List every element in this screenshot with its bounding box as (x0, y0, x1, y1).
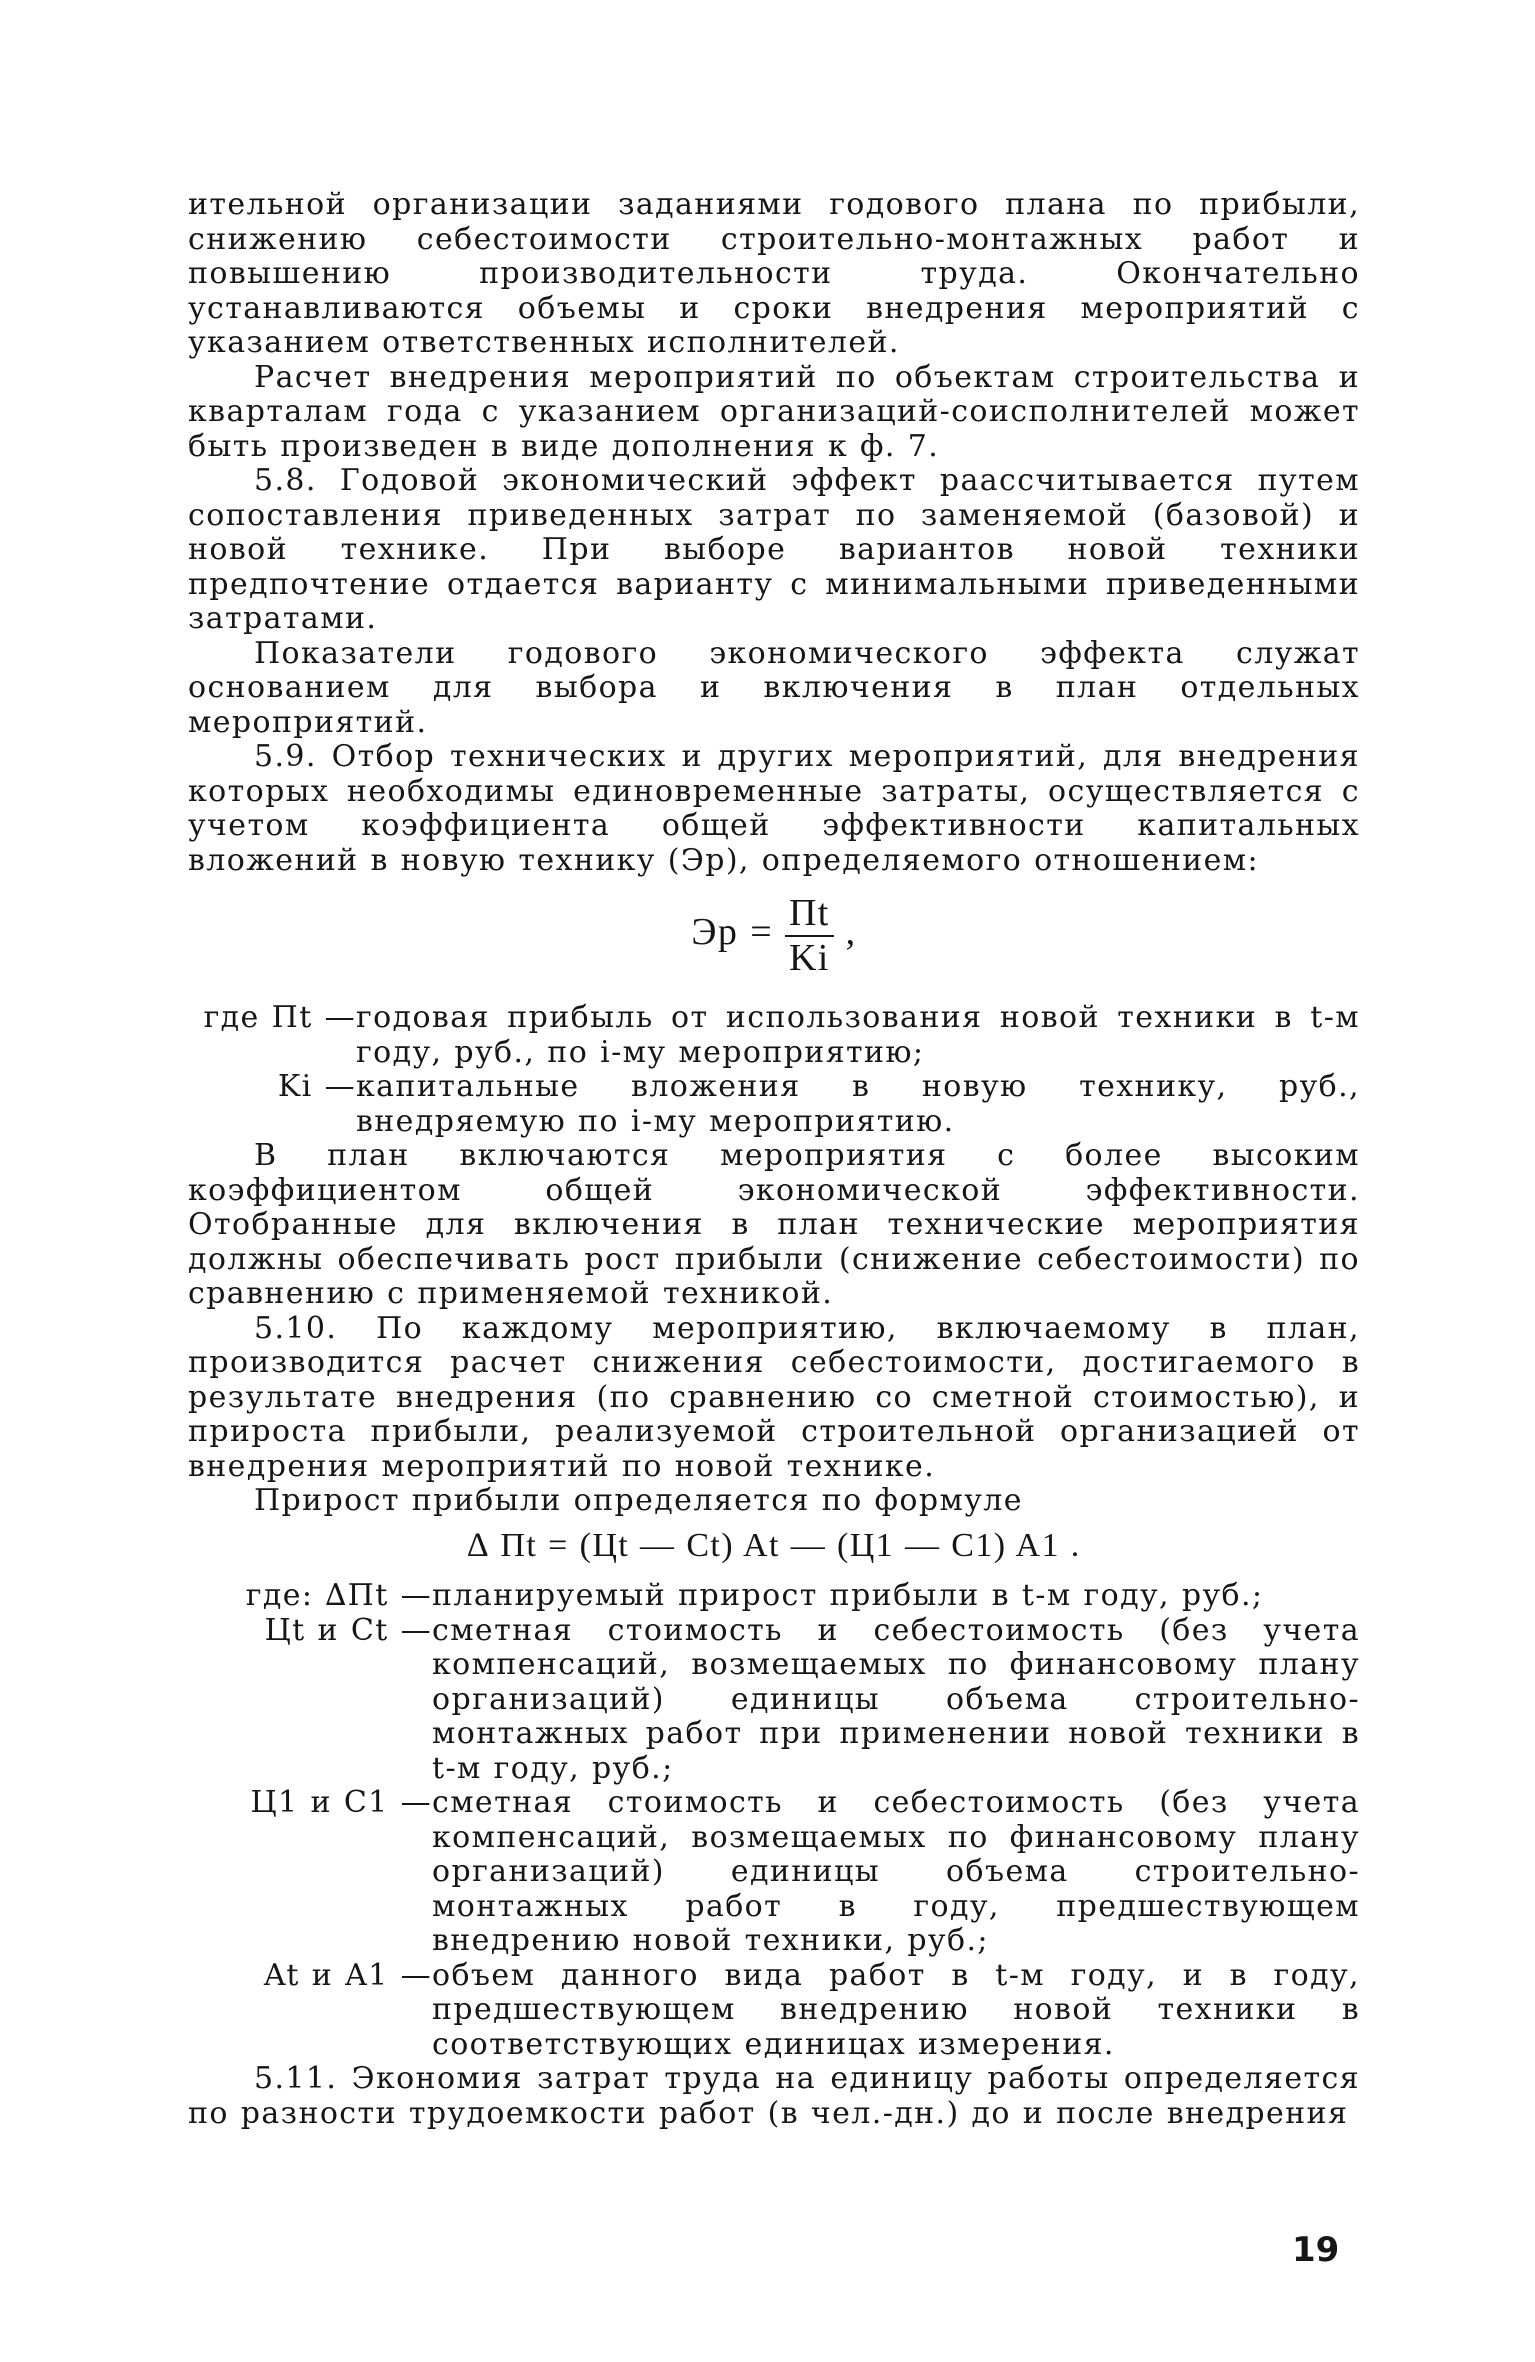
legend-description: планируемый прирост прибыли в t-м году, руб.; (432, 1578, 1264, 1613)
legend-description: сметная стоимость и себестоимость (без учета компенсаций, возмещаемых по финансовому плану организаций) единицы объема строительно-монтажных работ при применении новой техники в t-м году, руб.; (432, 1612, 1360, 1786)
formula-profit-growth: ∆ Пt = (Цt — Ct) At — (Ц1 — C1) A1 . (467, 1526, 1081, 1564)
legend-item (188, 1614, 1360, 1787)
legend-symbol: At и A1 — (263, 1957, 432, 1993)
formula-efficiency-numerator: Пt (785, 896, 834, 937)
formula-efficiency-lhs: Эр = (691, 911, 774, 954)
paragraph-5-10: 5.10. По каждому мероприятию, включаемому в план, производится расчет снижения себестоимости, достигаемого в результате внедрения (по сравнению со сметной стоимостью), и прироста прибыли, реализуемой строительной организацией от внедрения мероприятий по новой технике. (188, 1310, 1360, 1484)
legend-symbol: Ki — (277, 1069, 356, 1104)
formula-profit-legend (188, 1579, 1360, 2062)
legend-item (188, 1579, 1360, 1614)
legend-item (188, 1070, 1360, 1139)
legend-description: годовая прибыль от использования новой техники в t-м году, руб., по i-му мероприятию; (356, 1000, 1360, 1070)
formula-efficiency-denominator: Ki (788, 936, 830, 979)
legend-symbol: Ц1 и C1 — (250, 1785, 432, 1820)
page-number: 19 (1292, 2230, 1340, 2270)
paragraph-calc-note: Расчет внедрения мероприятий по объектам строительства и кварталам года с указанием организаций-соисполнителей может быть произведен в виде дополнения к ф. 7. (188, 359, 1360, 464)
legend-description: капитальные вложения в новую технику, руб., внедряемую по i-му мероприятию. (356, 1069, 1360, 1139)
formula-efficiency-fraction (785, 892, 834, 979)
formula-efficiency-trail: , (845, 911, 857, 954)
paragraph-indicators: Показатели годового экономического эффекта служат основанием для выбора и включения в план отдельных мероприятий. (188, 635, 1360, 740)
paragraph-5-9: 5.9. Отбор технических и других мероприятий, для внедрения которых необходимы единовременные затраты, осуществляется с учетом коэффициента общей эффективности капитальных вложений в новую технику (Эр), определяемого отношением: (188, 739, 1360, 878)
paragraph-continuation: ительной организации заданиями годового плана по прибыли, снижению себестоимости строительно-монтажных работ и повышению производительности труда. Окончательно устанавливаются объемы и сроки внедрения мероприятий с указанием ответственных исполнителей. (188, 187, 1360, 360)
legend-symbol: Цt и Ct — (264, 1612, 432, 1648)
legend-description: сметная стоимость и себестоимость (без учета компенсаций, возмещаемых по финансовому плану организаций) единицы объема строительно-монтажных работ в году, предшествующем внедрению новой техники, руб.; (432, 1785, 1360, 1958)
formula-efficiency (188, 892, 1360, 979)
paragraph-plan-selection: В план включаются мероприятия с более высоким коэффициентом общей экономической эффективности. Отобранные для включения в план технические мероприятия должны обеспечивать рост прибыли (снижение себестоимости) по сравнению с применяемой техникой. (188, 1138, 1360, 1311)
legend-item (188, 1001, 1360, 1070)
formula-efficiency-legend (188, 1001, 1360, 1139)
paragraph-formula-intro: Прирост прибыли определяется по формуле (254, 1483, 1023, 1518)
paragraph-5-11: 5.11. Экономия затрат труда на единицу работы определяется по разности трудоемкости работ (в чел.-дн.) до и после внедрения (188, 2061, 1360, 2131)
legend-description: объем данного вида работ в t-м году, и в году, предшествующем внедрению новой техники в соответствующих единицах измерения. (432, 1957, 1360, 2062)
legend-symbol: где Пt — (203, 1000, 356, 1035)
page-text (188, 188, 1360, 2131)
legend-item (188, 1786, 1360, 1959)
paragraph-5-8: 5.8. Годовой экономический эффект раассчитывается путем сопоставления приведенных затрат по заменяемой (базовой) и новой технике. При выборе вариантов новой техники предпочтение отдается варианту с минимальными приведенными затратами. (188, 463, 1360, 636)
legend-symbol: где: ∆Пt — (245, 1578, 432, 1613)
legend-item (188, 1959, 1360, 2063)
